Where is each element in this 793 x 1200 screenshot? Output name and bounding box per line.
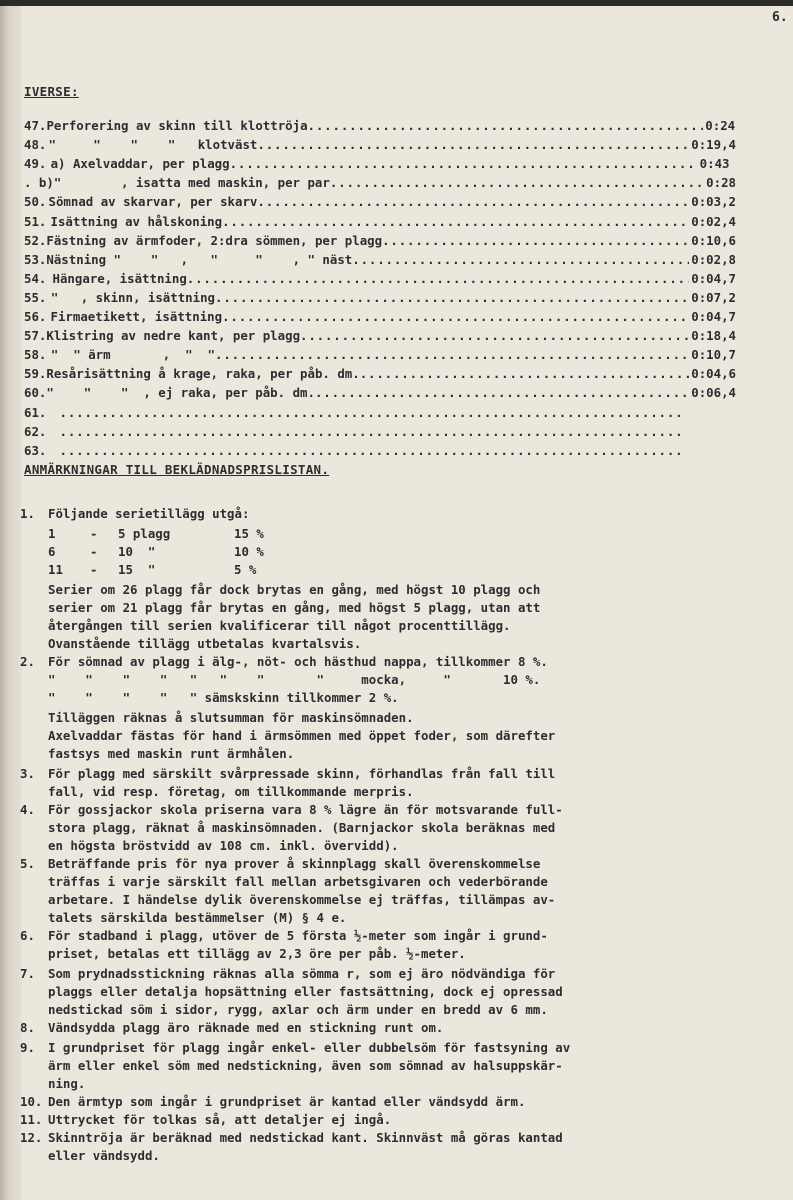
series-to: 15 " [118,562,156,577]
price-row [24,366,736,385]
price-row-description: Resårisättning å krage, raka, per påb. dm. [46,366,360,382]
section-heading-diverse-colon: : [70,84,79,99]
price-row-description: " , isatta med maskin, per par [53,175,330,191]
note-text: Uttrycket för tolkas så, att detaljer ej ingå. [48,1112,392,1127]
price-row-value: 0:28 [706,175,736,191]
price-row-leader-dots [257,137,689,152]
price-row-number: 48. [24,137,47,153]
note-number: 2. [20,654,35,669]
note-number: 10. [20,1094,43,1109]
note-text: För sömnad av plagg i älg-, nöt- och hästhud nappa, tillkommer 8 %. [48,654,548,669]
notes-heading: ANMÄRKNINGAR TILL BEKLÄDNADSPRISLISTAN. [24,462,330,477]
note-text: För plagg med särskilt svårpressade skinn, förhandlas från fall till [48,766,556,781]
price-row [24,252,736,271]
note-text: I grundpriset för plagg ingår enkel- eller dubbelsöm för fastsyning av [48,1040,571,1055]
price-row [24,175,736,194]
price-row-leader-dots [60,405,686,420]
section-heading-diverse-text: IVERSE [24,84,71,99]
price-row-number: 50. [24,194,47,210]
price-row-number: 55. [24,289,47,305]
price-row-number: 54. [24,270,47,286]
price-row-leader-dots [215,290,689,305]
price-row-description: Nästning " " , " " , " näst [46,251,353,267]
price-row [24,233,736,252]
section-heading-diverse [24,84,79,99]
series-dash: - [90,562,98,577]
price-row-number: 58. [24,347,47,363]
price-row-description: Firmaetikett, isättning [50,309,223,324]
note-text: fall, vid resp. företag, om tillkommande merpris. [48,784,414,799]
price-row-value: 0:10,7 [691,347,736,363]
note-text: Serier om 26 plagg får dock brytas en gång, med högst 10 plagg och [48,582,541,597]
price-row-leader-dots [300,328,689,343]
series-dash: - [90,526,98,541]
note-number: 4. [20,802,35,817]
price-row [24,118,736,137]
price-row-value: 0:04,7 [691,309,736,324]
note-text: Vändsydda plagg äro räknade med en stickning runt om. [48,1020,444,1035]
note-text: återgången till serien kvalificerar till något procenttillägg. [48,618,511,633]
note-number: 3. [20,766,35,781]
price-row [24,385,736,404]
price-row-description: " " ärm , " " [50,347,216,363]
price-row-number: 51. [24,213,47,229]
note-text: stora plagg, räknat å maskinsömnaden. (Barnjackor skola beräknas med [48,820,556,835]
price-row [24,214,736,233]
price-row-number: 52. [24,232,47,248]
price-row [24,290,736,309]
price-row-number: 60. [24,385,47,401]
note-text: Axelvaddar fästas för hand i ärmsömmen med öppet foder, som därefter [48,728,556,743]
price-row-leader-dots [187,271,689,286]
price-row-value: 0:18,4 [691,328,736,344]
note-text: träffas i varje särskilt fall mellan arbetsgivaren och vederbörande [48,874,548,889]
price-row-number: 53. [24,251,47,267]
price-row-leader-dots [257,194,689,209]
note-text: fastsys med maskin runt ärmhålen. [48,746,295,761]
price-row-value: 0:03,2 [691,194,736,210]
price-row [24,443,736,462]
price-row-value: 0:10,6 [691,232,736,248]
price-row [24,347,736,366]
note-text: ning. [48,1076,86,1091]
series-pct: 10 % [234,544,264,559]
page-number: 6. [772,10,788,25]
price-row-description: Fästning av ärmfoder, 2:dra sömmen, per plagg [46,232,383,248]
price-row-value: 0:43 [699,156,730,172]
price-row-leader-dots [230,156,698,171]
price-row-leader-dots [222,214,689,229]
price-row-value: 0:04,7 [691,270,736,286]
price-row-leader-dots [215,347,689,362]
price-row-leader-dots [382,233,689,248]
note-text: serier om 21 plagg får brytas en gång, med högst 5 plagg, utan att [48,600,541,615]
price-row-value: 0:02,4 [691,213,736,229]
price-row-value: 0:06,4 [691,385,736,401]
note-text: arbetare. I händelse dylik överenskommelse ej träffas, tillämpas av- [48,892,556,907]
note-text: " " " " " " " " mocka, " 10 %. [48,672,541,687]
price-row-description: Sömnad av skarvar, per skarv [48,194,258,210]
note-number: 1. [20,506,35,521]
note-text: Ovanstående tillägg utbetalas kvartalsvis. [48,636,362,651]
price-row [24,309,736,328]
price-row-number: 56. [24,309,47,324]
price-row-leader-dots [60,424,686,439]
note-text: ärm eller enkel söm med nedstickning, även som sömnad av halsuppskär- [48,1058,563,1073]
price-row-description: Isättning av hålskoning [50,213,223,229]
price-row-description: " , skinn, isättning [50,289,216,305]
note-number: 11. [20,1112,43,1127]
price-row-description: " " " " klotväst [48,137,258,153]
note-text: Som prydnadsstickning räknas alla sömma r, som ej äro nödvändiga för [48,966,556,981]
price-row-value: 0:02,8 [691,251,736,267]
note-text: Skinntröja är beräknad med nedstickad kant. Skinnväst må göras kantad [48,1130,563,1145]
note-text: eller vändsydd. [48,1148,160,1163]
note-text: För stadband i plagg, utöver de 5 första ½-meter som ingår i grund- [48,928,548,943]
price-row-description: Klistring av nedre kant, per plagg [46,328,301,344]
series-pct: 15 % [234,526,264,541]
price-row-leader-dots [360,366,690,381]
note-text: För gossjackor skola priserna vara 8 % lägre än för motsvarande full- [48,802,563,817]
price-row-leader-dots [352,252,689,267]
note-number: 8. [20,1020,35,1035]
price-row [24,194,736,213]
note-text: Tilläggen räknas å slutsumman för maskinsömnaden. [48,710,414,725]
price-row [24,328,736,347]
note-text: plaggs eller detalja hopsättning eller fastsättning, dock ej opressad [48,984,563,999]
note-text: Den ärmtyp som ingår i grundpriset är kantad eller vändsydd ärm. [48,1094,526,1109]
note-text: priset, betalas ett tillägg av 2,3 öre per påb. ½-meter. [48,946,466,961]
note-text: Följande serietillägg utgå: [48,506,250,521]
price-row-number: 47. [24,118,47,133]
series-to: 10 " [118,544,156,559]
page-binding-edge [0,0,22,1200]
price-row [24,405,736,424]
note-number: 6. [20,928,35,943]
note-text: talets särskilda bestämmelser (M) § 4 e. [48,910,347,925]
price-row [24,156,736,175]
price-row-leader-dots [315,385,689,400]
price-row-number: 59. [24,366,47,382]
price-row-number: 61. [24,404,47,420]
note-text: nedstickad söm i sidor, rygg, axlar och ärm under en bredd av 6 mm. [48,1002,548,1017]
series-from: 6 [48,544,56,559]
note-number: 9. [20,1040,35,1055]
price-row-number: 57. [24,328,47,344]
series-to: 5 plagg [118,526,171,541]
series-from: 1 [48,526,56,541]
note-number: 5. [20,856,35,871]
price-row-value: 0:24 [705,118,736,133]
price-row-value: 0:07,2 [691,289,736,305]
price-row [24,137,736,156]
note-text: en högsta bröstvidd av 108 cm. inkl. övervidd). [48,838,399,853]
page-top-edge [0,0,793,6]
note-text: Beträffande pris för nya prover å skinnplagg skall överenskommelse [48,856,541,871]
price-row-leader-dots [308,118,704,133]
price-row-description: a) Axelvaddar, per plagg [50,156,230,172]
price-row-number: 62. [24,423,47,439]
price-row-number: . b) [24,175,54,191]
price-row-value: 0:04,6 [691,366,736,382]
series-dash: - [90,544,98,559]
price-row-number: 63. [24,442,47,458]
series-from: 11 [48,562,63,577]
price-row [24,424,736,443]
price-row-value: 0:19,4 [691,137,736,153]
price-row-description: " " " , ej raka, per påb. dm. [46,385,315,401]
price-row [24,271,736,290]
price-row-leader-dots [330,175,704,190]
note-number: 12. [20,1130,43,1145]
price-row-leader-dots [222,309,689,324]
note-text: " " " " " sämskskinn tillkommer 2 %. [48,690,399,705]
price-row-description: Perforering av skinn till klottröja [46,118,308,133]
price-row-leader-dots [60,443,686,458]
note-number: 7. [20,966,35,981]
price-row-description: Hängare, isättning [52,270,187,286]
series-pct: 5 % [234,562,257,577]
price-row-number: 49. [24,156,47,172]
